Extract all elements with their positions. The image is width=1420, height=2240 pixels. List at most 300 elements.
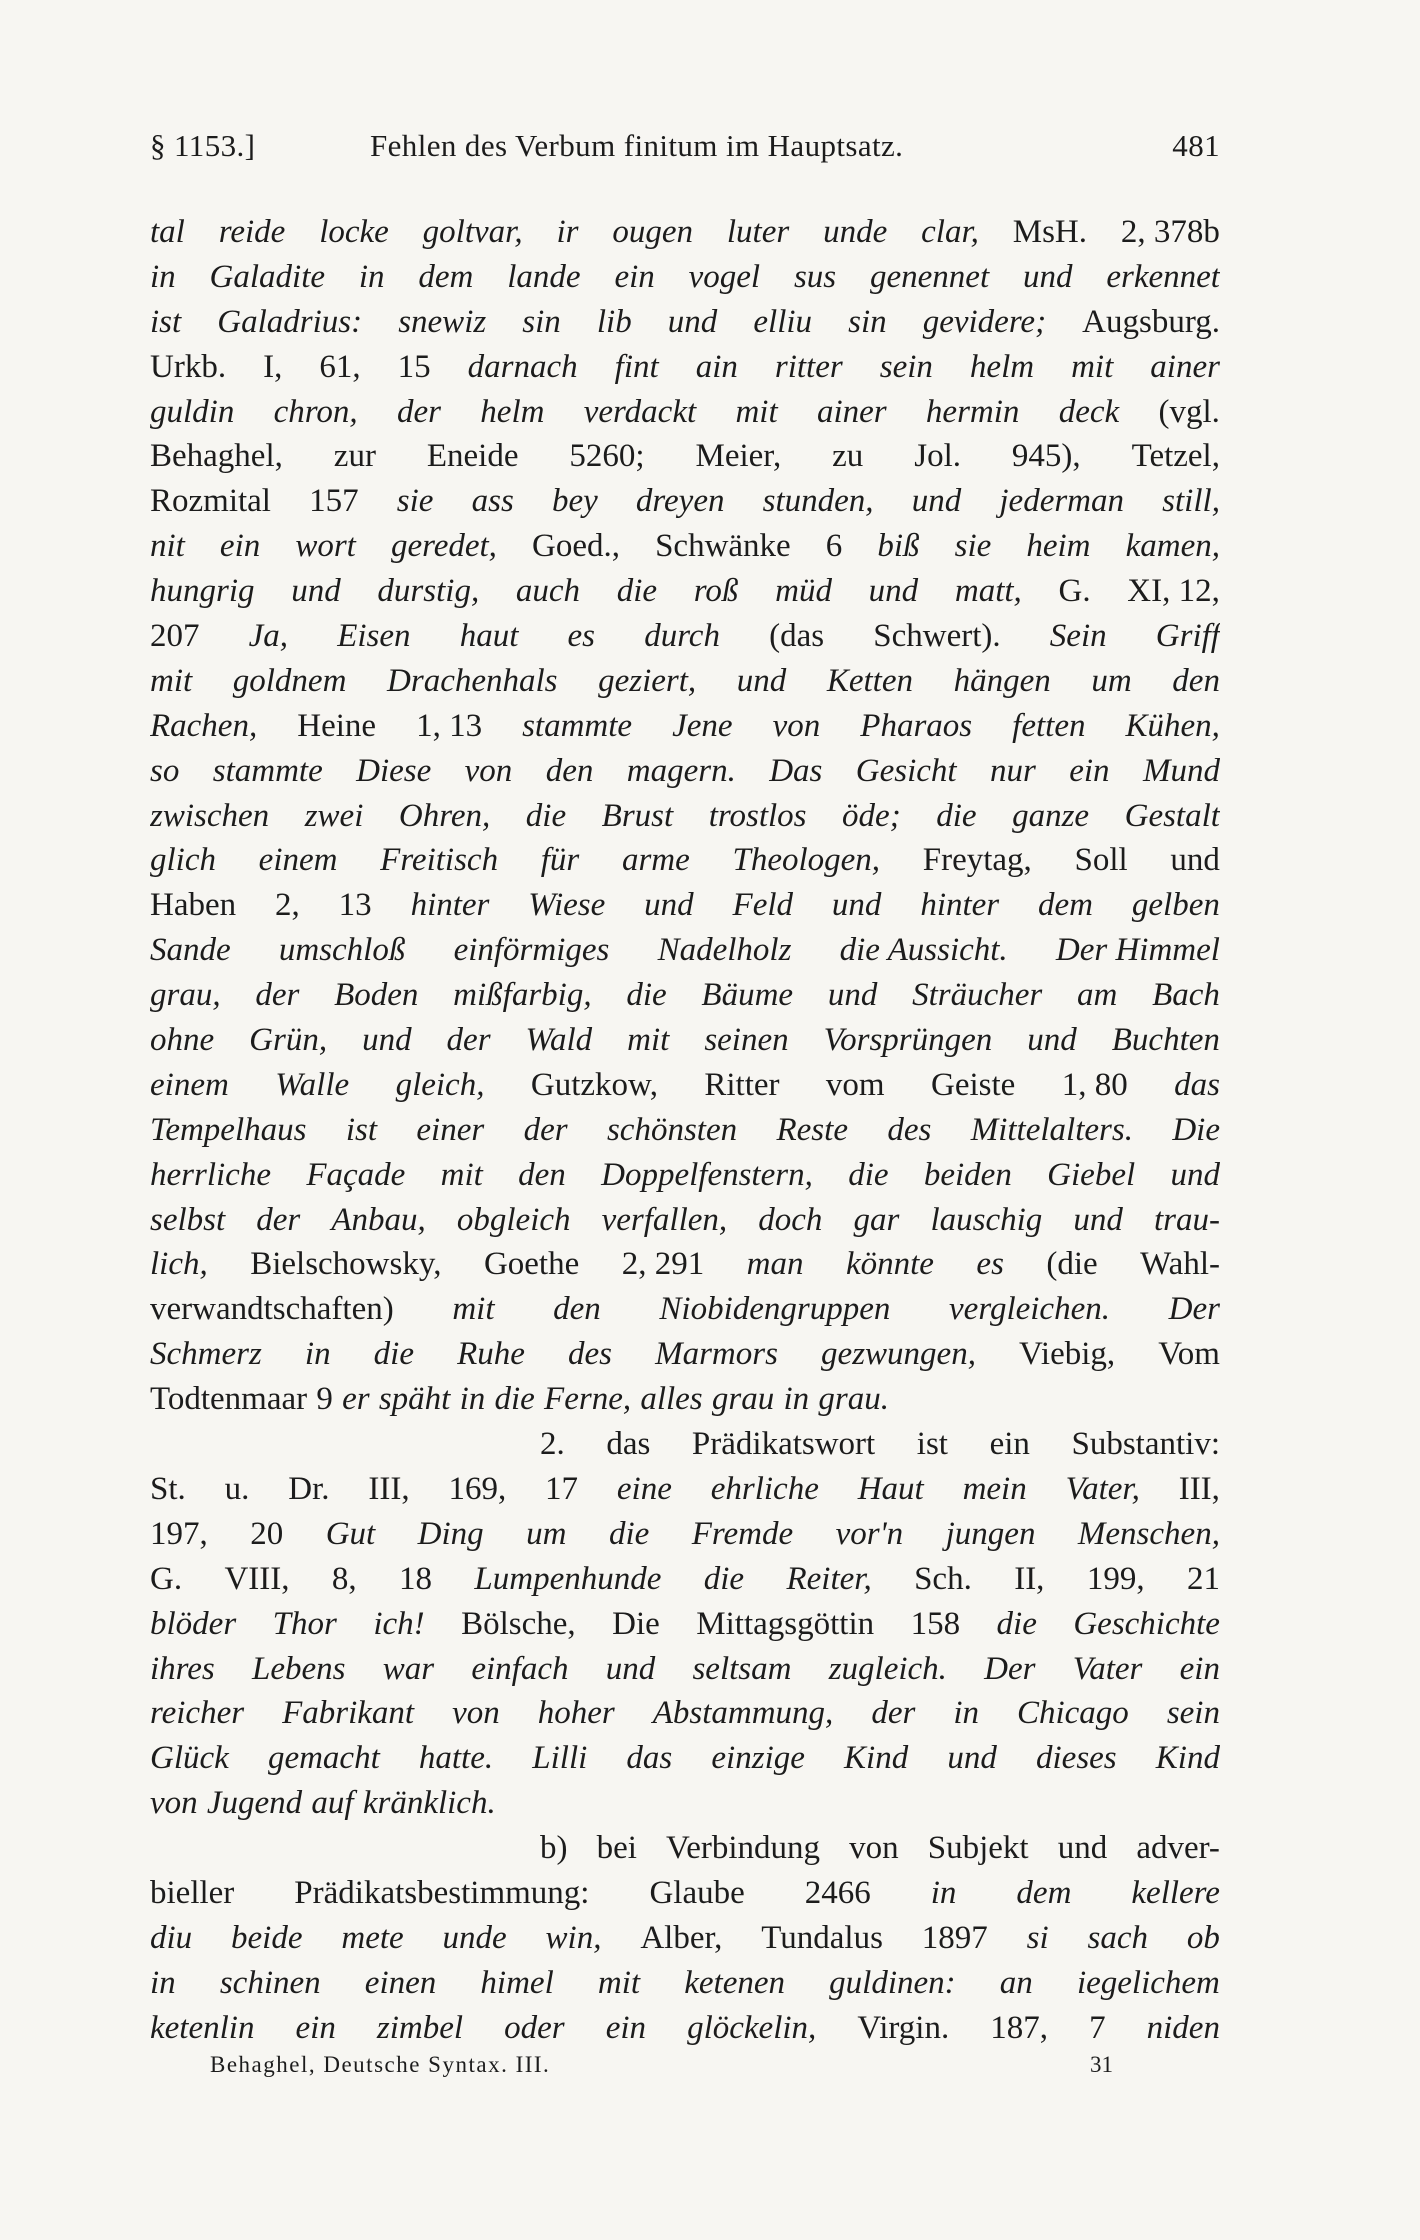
word: durstig, xyxy=(377,573,480,610)
word: Schwänke xyxy=(655,528,791,565)
word: sie xyxy=(954,528,992,565)
word: und xyxy=(736,662,787,699)
text-line xyxy=(150,1018,1220,1063)
word: war xyxy=(382,1650,435,1687)
word: heim xyxy=(1026,528,1091,565)
word: roß xyxy=(693,573,739,610)
word: deck xyxy=(1058,393,1120,430)
word: hatte. xyxy=(418,1740,494,1777)
word: Wahl- xyxy=(1140,1246,1220,1283)
word: Tempelhaus xyxy=(150,1111,307,1148)
word: einem xyxy=(258,842,338,879)
word: Dr. xyxy=(288,1470,330,1507)
word: zwischen xyxy=(150,797,270,834)
text-line xyxy=(150,1377,1220,1422)
word: Reste xyxy=(776,1111,848,1148)
word: stammte xyxy=(522,707,633,744)
word: Geschichte xyxy=(1073,1605,1220,1642)
word: grau. xyxy=(818,1381,889,1418)
word: 1, 13 xyxy=(416,707,483,744)
word: glich xyxy=(150,842,216,879)
text-line xyxy=(150,1063,1220,1108)
word: verwandtschaften) xyxy=(150,1291,394,1328)
word: Goed., xyxy=(532,528,620,565)
word: 1897 xyxy=(921,1919,988,1956)
word: 9 xyxy=(316,1381,333,1418)
word: 5260; xyxy=(569,438,645,475)
footer-sheet-number: 31 xyxy=(1090,2052,1113,2077)
word: dem xyxy=(1038,887,1094,924)
word: trostlos xyxy=(708,797,807,834)
word: und xyxy=(868,573,919,610)
word: Glück xyxy=(150,1740,229,1777)
word: eine xyxy=(616,1470,672,1507)
word: Fremde xyxy=(691,1515,794,1552)
text-line xyxy=(150,479,1220,524)
word: ritter xyxy=(774,348,843,385)
word: helm xyxy=(480,393,545,430)
word: stammte xyxy=(212,752,323,789)
word: vergleichen. xyxy=(949,1291,1110,1328)
word: ein xyxy=(295,2009,336,2046)
word: bey xyxy=(551,483,598,520)
word: geredet, xyxy=(390,528,497,565)
word: Schmerz xyxy=(150,1336,262,1373)
word: müd xyxy=(775,573,832,610)
word: hoher xyxy=(537,1695,615,1732)
word: grau xyxy=(711,1381,775,1418)
word: dem xyxy=(1016,1874,1072,1911)
page-footer xyxy=(210,2052,1113,2086)
word: und xyxy=(1170,1156,1220,1193)
word: von xyxy=(849,1830,899,1867)
word: Feld xyxy=(732,887,794,924)
word: (die xyxy=(1046,1246,1098,1283)
text-line xyxy=(150,1422,1220,1467)
word: guldinen: xyxy=(829,1964,956,2001)
word: 187, xyxy=(990,2009,1049,2046)
word: Ferne, xyxy=(544,1381,632,1418)
word: einzige xyxy=(711,1740,805,1777)
word: luter xyxy=(726,214,790,250)
word: Glaube xyxy=(649,1874,745,1911)
word: Wald xyxy=(525,1022,593,1059)
word: seinen xyxy=(704,1022,789,1059)
word: Marmors xyxy=(655,1336,778,1373)
word: es xyxy=(567,618,596,655)
word: die xyxy=(936,797,977,834)
word: lich, xyxy=(150,1246,208,1283)
word: himel xyxy=(480,1964,554,2001)
word: beide xyxy=(231,1919,303,1956)
body-text xyxy=(150,210,1220,2051)
word: Griff xyxy=(1155,618,1220,655)
word: einer xyxy=(416,1111,485,1148)
word: 197, xyxy=(150,1515,208,1552)
word: grau, xyxy=(150,977,221,1014)
word: in xyxy=(304,1336,331,1373)
word: Substantiv: xyxy=(1071,1426,1220,1463)
word: um xyxy=(1091,662,1132,699)
word: Freytag, xyxy=(922,842,1032,879)
word: der xyxy=(871,1695,916,1732)
word: dieses xyxy=(1036,1740,1117,1777)
word: 2, xyxy=(275,887,300,924)
word: die xyxy=(848,1156,889,1193)
word: Vom xyxy=(1158,1336,1220,1373)
word: Kind xyxy=(844,1740,909,1777)
word: und xyxy=(947,1740,997,1777)
word: und xyxy=(1170,842,1220,879)
word: nur xyxy=(990,752,1036,789)
word: II, xyxy=(1014,1560,1045,1597)
word: der xyxy=(255,977,300,1014)
word: G. xyxy=(1058,573,1091,610)
text-line xyxy=(150,524,1220,569)
word: Lebens xyxy=(252,1650,346,1687)
word: zwei xyxy=(304,797,364,834)
word: ehrliche xyxy=(710,1470,819,1507)
word: in xyxy=(930,1874,957,1911)
word: Prädikatswort xyxy=(691,1426,876,1463)
word: lande xyxy=(507,258,581,295)
word: mit xyxy=(1071,348,1114,385)
word: 15 xyxy=(397,348,431,385)
word: die xyxy=(616,573,658,610)
word: kamen, xyxy=(1125,528,1220,565)
text-line xyxy=(150,1961,1220,2006)
word: mit xyxy=(597,1964,641,2001)
word: ein xyxy=(614,258,655,295)
word: einen xyxy=(364,1964,437,2001)
word: 2466 xyxy=(804,1874,871,1911)
word: schinen xyxy=(219,1964,321,2001)
word: sie xyxy=(396,483,434,520)
word: Sande xyxy=(150,932,231,969)
word: Ruhe xyxy=(457,1336,525,1373)
word: die Aussicht. xyxy=(839,932,1008,969)
word: 13 xyxy=(338,887,372,924)
word: niden xyxy=(1146,2009,1220,2046)
word: Virgin. xyxy=(857,2009,950,2046)
word: Behaghel, xyxy=(150,438,283,475)
word: unde xyxy=(823,214,888,250)
word: 18 xyxy=(399,1560,433,1597)
word: clar, xyxy=(921,214,979,250)
word: in xyxy=(953,1695,979,1732)
word: unde xyxy=(442,1919,507,1956)
word: durch xyxy=(644,618,720,655)
word: gevidere; xyxy=(922,303,1047,340)
text-line xyxy=(150,794,1220,839)
word: gleich, xyxy=(395,1066,485,1103)
word: mete xyxy=(341,1919,404,1956)
word: si xyxy=(1026,1919,1049,1956)
word: kellere xyxy=(1131,1874,1220,1911)
text-line xyxy=(150,390,1220,435)
word: Nadelholz xyxy=(657,932,792,969)
word: Ritter xyxy=(704,1066,780,1103)
word: des xyxy=(887,1111,932,1148)
word: Bielschowsky, xyxy=(250,1246,442,1283)
word: das xyxy=(606,1426,651,1463)
word: Fabrikant xyxy=(282,1695,415,1732)
word: III, xyxy=(368,1470,410,1507)
word: alles xyxy=(640,1381,703,1418)
word: Drachenhals xyxy=(387,662,558,699)
word: geziert, xyxy=(598,662,697,699)
word: 61, xyxy=(319,348,361,385)
word: von xyxy=(150,1785,198,1822)
word: Vorsprüngen xyxy=(823,1022,993,1059)
word: Lilli xyxy=(532,1740,588,1777)
word: dreyen xyxy=(635,483,725,520)
word: ainer xyxy=(816,393,887,430)
word: 1, 80 xyxy=(1061,1066,1128,1103)
word: mein xyxy=(962,1470,1027,1507)
word: Gut xyxy=(325,1515,376,1552)
word: MsH. xyxy=(1012,214,1088,250)
text-line xyxy=(150,1647,1220,1692)
word: fint xyxy=(614,348,659,385)
word: von xyxy=(452,1695,500,1732)
word: ob xyxy=(1186,1919,1220,1956)
word: Grün, xyxy=(249,1022,328,1059)
word: Reiter, xyxy=(786,1560,872,1597)
word: Vater xyxy=(1072,1650,1143,1687)
text-line xyxy=(150,1108,1220,1153)
word: und xyxy=(644,887,694,924)
word: gar xyxy=(853,1201,900,1238)
word: biß xyxy=(877,528,920,565)
word: Niobidengruppen xyxy=(659,1291,891,1328)
word: Vater, xyxy=(1065,1470,1140,1507)
word: blöder xyxy=(150,1605,237,1642)
word: sein xyxy=(879,348,933,385)
text-line xyxy=(150,1826,1220,1871)
text-line xyxy=(150,345,1220,390)
text-line xyxy=(150,1557,1220,1602)
word: Der xyxy=(1168,1291,1220,1328)
word: mit xyxy=(150,662,193,699)
word: Sein xyxy=(1049,618,1107,655)
word: ainer xyxy=(1150,348,1220,385)
word: nit xyxy=(150,528,185,565)
text-line xyxy=(150,973,1220,1018)
word: Geiste xyxy=(931,1066,1016,1103)
word: Mittagsgöttin xyxy=(696,1605,875,1642)
word: und xyxy=(291,573,341,610)
word: Sträucher xyxy=(912,977,1043,1014)
word: an xyxy=(999,1964,1033,2001)
word: Giebel xyxy=(1047,1156,1136,1193)
word: Rachen, xyxy=(150,707,258,744)
word: die xyxy=(608,1515,650,1552)
word: Der Himmel xyxy=(1055,932,1220,969)
word: Buchten xyxy=(1111,1022,1220,1059)
word: Verbindung xyxy=(666,1830,821,1867)
word: hungrig xyxy=(150,573,255,610)
word: 21 xyxy=(1186,1560,1220,1597)
word: auch xyxy=(515,573,581,610)
word: ass xyxy=(471,483,514,520)
word: b) xyxy=(540,1830,568,1867)
word: 7 xyxy=(1089,2009,1106,2046)
word: beiden xyxy=(923,1156,1012,1193)
word: 169, xyxy=(448,1470,507,1507)
word: öde; xyxy=(842,797,901,834)
word: 2. xyxy=(540,1426,565,1463)
text-line xyxy=(150,2006,1220,2051)
word: elliu xyxy=(753,303,813,340)
word: der xyxy=(396,393,441,430)
word: das xyxy=(1174,1066,1220,1103)
word: (das xyxy=(769,618,825,655)
word: snewiz xyxy=(398,303,487,340)
word: und xyxy=(1022,258,1073,295)
word: und xyxy=(667,303,718,340)
word: Brust xyxy=(601,797,674,834)
word: man xyxy=(746,1246,804,1283)
word: und xyxy=(831,887,882,924)
word: Mund xyxy=(1142,752,1220,789)
word: jederman xyxy=(999,483,1125,520)
word: jungen xyxy=(945,1515,1036,1552)
word: genennet xyxy=(870,258,990,295)
text-line xyxy=(150,1153,1220,1198)
word: 20 xyxy=(250,1515,284,1552)
word: glöckelin, xyxy=(687,2009,817,2046)
word: sin xyxy=(848,303,887,340)
word: ein xyxy=(1069,752,1110,789)
footer-signature: Behaghel, Deutsche Syntax. III. xyxy=(210,2052,551,2077)
word: die xyxy=(373,1336,414,1373)
word: ein xyxy=(219,528,261,565)
word: gemacht xyxy=(267,1740,380,1777)
word: Kind xyxy=(1155,1740,1220,1777)
word: von xyxy=(464,752,513,789)
text-line xyxy=(150,659,1220,704)
word: schönsten xyxy=(606,1111,738,1148)
word: hinter xyxy=(410,887,490,924)
word: einfach xyxy=(471,1650,569,1687)
word: Prädikatsbestimmung: xyxy=(294,1874,590,1911)
word: Galadite xyxy=(209,258,326,295)
word: lauschig xyxy=(930,1201,1043,1238)
word: trau- xyxy=(1153,1201,1220,1238)
word: verdackt xyxy=(583,393,697,430)
word: Wiese xyxy=(528,887,606,924)
word: 945), xyxy=(1011,438,1081,475)
word: wort xyxy=(295,528,356,565)
word: Bölsche, xyxy=(461,1605,576,1642)
word: in xyxy=(459,1381,486,1418)
word: Kühen, xyxy=(1125,707,1220,744)
text-line xyxy=(150,1198,1220,1243)
word: Mittelalters. xyxy=(970,1111,1133,1148)
text-line xyxy=(150,1332,1220,1377)
word: St. xyxy=(150,1470,186,1507)
word: ein xyxy=(605,2009,647,2046)
word: sach xyxy=(1087,1919,1149,1956)
word: Eisen xyxy=(337,618,411,655)
word: G. xyxy=(150,1560,183,1597)
word: Theologen, xyxy=(732,842,881,879)
word: darnach xyxy=(467,348,578,385)
word: selbst xyxy=(150,1201,226,1238)
word: und xyxy=(1057,1830,1108,1867)
word: ain xyxy=(695,348,738,385)
word: sein xyxy=(1166,1695,1220,1732)
word: Subjekt xyxy=(927,1830,1029,1867)
word: Thor xyxy=(272,1605,337,1642)
word: mißfarbig, xyxy=(453,977,592,1014)
word: Bäume xyxy=(701,977,794,1014)
word: Ohren, xyxy=(398,797,491,834)
word: magern. xyxy=(626,752,736,789)
word: Eneide xyxy=(426,438,519,475)
word: 17 xyxy=(545,1470,579,1507)
word: die xyxy=(703,1560,745,1597)
word: Galadrius: xyxy=(217,303,363,340)
word: und xyxy=(911,483,962,520)
word: einförmiges xyxy=(453,932,610,969)
running-title: Fehlen des Verbum finitum im Hauptsatz. xyxy=(370,128,904,163)
word: ganze xyxy=(1012,797,1090,834)
text-line xyxy=(150,434,1220,479)
word: ougen xyxy=(612,214,694,250)
word: Jugend xyxy=(206,1785,303,1822)
word: mit xyxy=(735,393,778,430)
word: Doppelfenstern, xyxy=(601,1156,813,1193)
word: ist xyxy=(916,1426,948,1463)
word: die xyxy=(494,1381,535,1418)
word: den xyxy=(1172,662,1220,699)
word: still, xyxy=(1162,483,1220,520)
word: 2, 291 xyxy=(621,1246,705,1283)
word: Ketten xyxy=(826,662,914,699)
word: 207 xyxy=(150,618,200,655)
word: Pharaos xyxy=(860,707,973,744)
word: ohne xyxy=(150,1022,215,1059)
word: Façade xyxy=(306,1156,406,1193)
word: erkennet xyxy=(1106,258,1220,295)
text-line xyxy=(150,1242,1220,1287)
word: in xyxy=(783,1381,810,1418)
text-line xyxy=(150,569,1220,614)
word: der xyxy=(256,1201,301,1238)
word: der xyxy=(523,1111,568,1148)
word: in xyxy=(358,258,385,295)
word: Diese xyxy=(356,752,432,789)
word: ketenen xyxy=(684,1964,785,2001)
word: Die xyxy=(1172,1111,1220,1148)
word: Urkb. xyxy=(150,348,227,385)
text-line xyxy=(150,1781,1220,1826)
word: chron, xyxy=(273,393,358,430)
word: herrliche xyxy=(150,1156,271,1193)
word: Boden xyxy=(334,977,419,1014)
word: oder xyxy=(504,2009,565,2046)
word: um xyxy=(526,1515,567,1552)
text-line xyxy=(150,1602,1220,1647)
word: doch xyxy=(758,1201,823,1238)
text-line xyxy=(150,1467,1220,1512)
word: vor'n xyxy=(835,1515,904,1552)
word: verfallen, xyxy=(601,1201,728,1238)
word: Gutzkow, xyxy=(530,1066,658,1103)
word: zugleich. xyxy=(828,1650,947,1687)
